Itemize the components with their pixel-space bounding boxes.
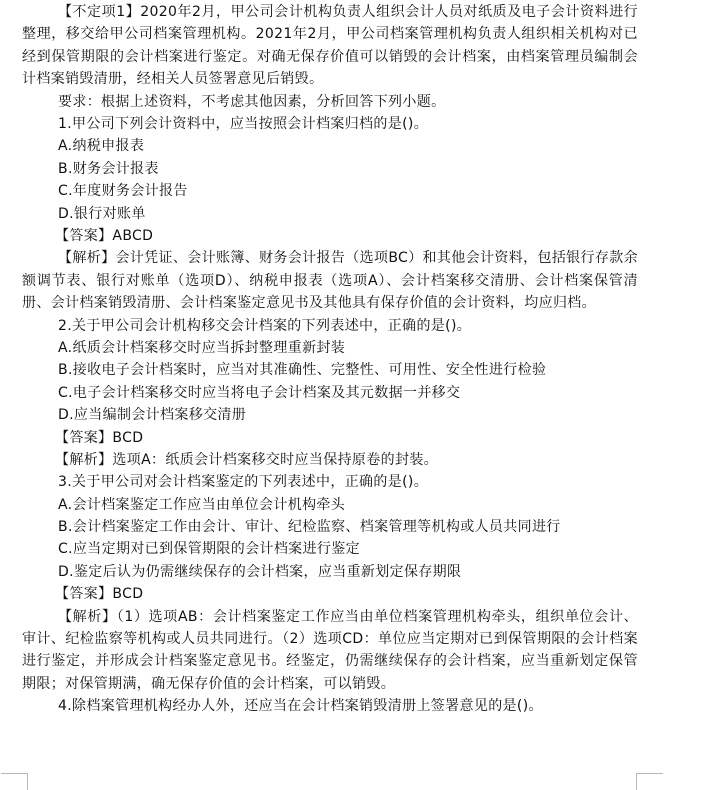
question-3-option-c: C.应当定期对已到保管期限的会计档案进行鉴定 [58,541,360,558]
question-1-analysis [22,247,638,314]
answer-value: BCD [112,429,144,446]
requirement-text: 要求：根据上述资料，不考虑其他因素，分析回答下列小题。 [58,93,446,110]
page-corner-mark-left [1,773,28,790]
question-2-option-d: D.应当编制会计档案移交清册 [58,407,247,424]
case-intro-label: 【不定项1】 [58,4,141,20]
question-3-analysis [22,606,638,696]
analysis-label: 【解析】 [58,250,116,267]
analysis-label: 【解析】 [55,451,113,468]
question-4-stem: 4.除档案管理机构经办人外，还应当在会计档案销毁清册上签署意见的是()。 [58,698,543,715]
question-2-analysis [22,449,638,471]
question-2-option-a: A.纸质会计档案移交时应当拆封整理重新封装 [58,339,346,356]
question-2-answer [22,427,638,449]
answer-label: 【答案】 [55,586,113,603]
question-1-option-a: A.纳税申报表 [58,138,145,155]
question-3-option-b: B.会计档案鉴定工作由会计、审计、纪检监察、档案管理等机构或人员共同进行 [58,519,561,536]
question-3-stem: 3.关于甲公司对会计档案鉴定的下列表述中，正确的是()。 [58,474,429,491]
answer-label: 【答案】 [55,429,113,446]
analysis-label: 【解析】 [58,608,117,625]
question-2-stem: 2.关于甲公司会计机构移交会计档案的下列表述中，正确的是()。 [58,317,472,334]
question-3-option-d: D.鉴定后认为仍需继续保存的会计档案，应当重新划定保存期限 [58,563,462,580]
document-page [22,1,638,718]
page-corner-mark-right [636,773,663,790]
question-1-stem: 1.甲公司下列会计资料中，应当按照会计档案归档的是()。 [58,116,429,133]
answer-label: 【答案】 [55,227,113,244]
case-intro [22,1,638,91]
case-intro-text: 2020年2月，甲公司会计机构负责人组织会计人员对纸质及电子会计资料进行整理，移交给甲公司档案管理机构。2021年2月，甲公司档案管理机构负责人组织相关机构对已经到保管期限的会计档案进行鉴定。对确无保存价值可以销毁的会计档案，由档案管理员编制会计档案销毁清册，经相关人员签署意见后销毁。 [22,4,638,88]
question-2-option-c: C.电子会计档案移交时应当将电子会计档案及其元数据一并移交 [58,384,461,401]
question-1-option-b: B.财务会计报表 [58,160,159,177]
question-1-answer [22,225,638,247]
question-2-option-b: B.接收电子会计档案时，应当对其准确性、完整性、可用性、安全性进行检验 [58,362,547,379]
analysis-text: （1）选项AB：会计档案鉴定工作应当由单位档案管理机构牵头，组织单位会计、审计、纪检监察等机构或人员共同进行。（2）选项CD：单位应当定期对已到保管期限的会计档案进行鉴定，并形成会计档案鉴定意见书。经鉴定，仍需继续保存的会计档案，应当重新划定保管期限；对保管期满，确无保存价值的会计档案，可以销毁。 [22,608,638,692]
question-1-option-d: D.银行对账单 [58,205,146,222]
analysis-text: 选项A：纸质会计档案移交时应当保持原卷的封装。 [112,451,439,468]
question-1-option-c: C.年度财务会计报告 [58,183,188,200]
question-3-answer [22,583,638,605]
analysis-text: 会计凭证、会计账簿、财务会计报告（选项BC）和其他会计资料，包括银行存款余额调节表、银行对账单（选项D）、纳税申报表（选项A）、会计档案移交清册、会计档案保管清册、会计档案销毁清册、会计档案鉴定意见书及其他具有保存价值的会计资料，均应归档。 [22,250,638,312]
question-3-option-a: A.会计档案鉴定工作应当由单位会计机构牵头 [58,496,346,513]
answer-value: ABCD [112,227,154,244]
answer-value: BCD [112,586,144,603]
